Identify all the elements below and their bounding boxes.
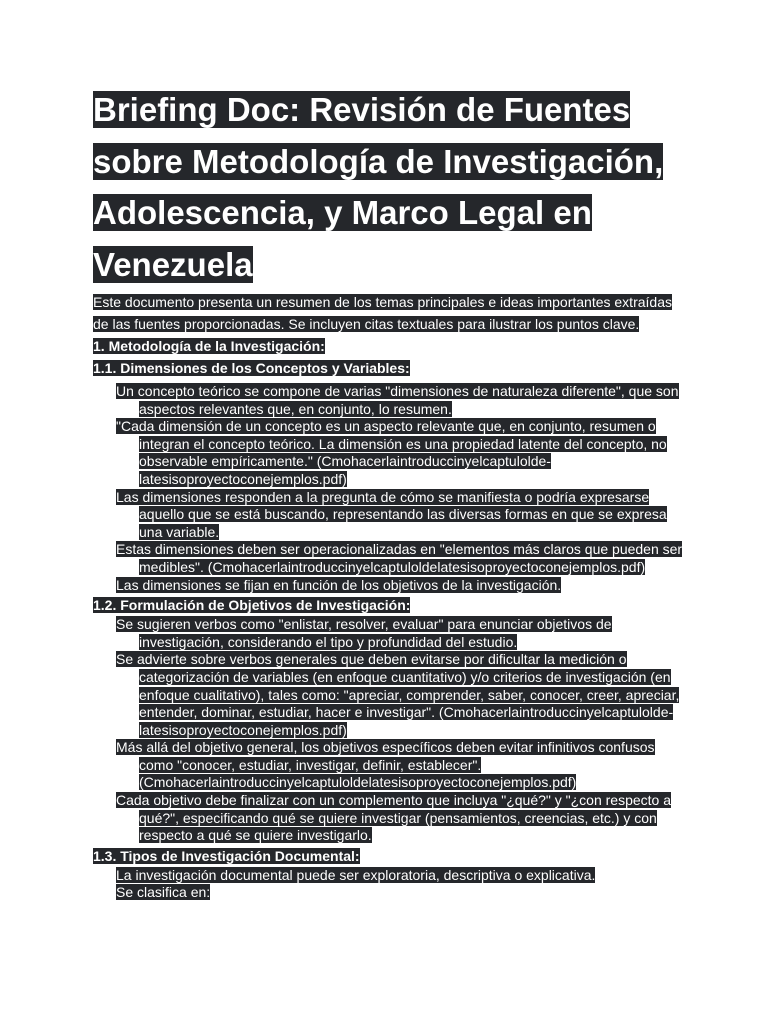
section-1-2-heading	[93, 594, 683, 616]
list-item	[93, 651, 683, 739]
document-title-text: Briefing Doc: Revisión de Fuentes sobre Metodología de Investigación, Adolescencia, y Marco Legal en Venezuela	[93, 91, 664, 283]
section-1-2-heading-text: 1.2. Formulación de Objetivos de Investigación:	[93, 597, 411, 614]
list-item-text: "Cada dimensión de un concepto es un aspecto relevante que, en conjunto, resumen o integran el concepto teórico. La dimensión es una propiedad latente del concepto, no observable empíricamente." (Cmohacerlaintroduccinyelcaptuloldelatesisoproyectoconejemplos.pdf)	[116, 418, 667, 487]
section-1-1-list	[93, 383, 683, 594]
list-item	[93, 383, 683, 418]
intro-text: Este documento presenta un resumen de los temas principales e ideas importantes extraídas de las fuentes proporcionadas. Se incluyen citas textuales para ilustrar los puntos clave.	[93, 294, 672, 332]
list-item	[93, 867, 683, 885]
list-item-text: Se advierte sobre verbos generales que deben evitarse por dificultar la medición o categorización de variables (en enfoque cuantitativo) y/o criterios de investigación (en enfoque cualitativo), tales como: "apreciar, comprender, saber, conocer, creer, apreciar, entender, dominar, estudiar, hacer e investigar". (Cmohacerlaintroduccinyelcaptuloldelatesisoproyectoconejemplos.pdf)	[116, 651, 680, 738]
section-1-1-heading	[93, 357, 683, 379]
section-1-3-heading	[93, 845, 683, 867]
list-item	[93, 884, 683, 902]
list-item	[93, 541, 683, 576]
list-item	[93, 739, 683, 792]
document-page	[93, 84, 683, 902]
list-item-text: La investigación documental puede ser exploratoria, descriptiva o explicativa.	[116, 866, 596, 883]
list-item	[93, 792, 683, 845]
list-item	[93, 489, 683, 542]
list-item-text: Se clasifica en:	[116, 884, 211, 901]
section-1-3-heading-text: 1.3. Tipos de Investigación Documental:	[93, 847, 360, 864]
list-item-text: Cada objetivo debe finalizar con un complemento que incluya "¿qué?" y "¿con respecto a qué?", especificando qué se quiere investigar (pensamientos, creencias, etc.) y con respecto a qué se quiere investigarlo.	[116, 792, 672, 844]
section-1-1-heading-text: 1.1. Dimensiones de los Conceptos y Variables:	[93, 360, 410, 376]
section-1-3-list	[93, 867, 683, 902]
list-item	[93, 616, 683, 651]
intro-paragraph	[93, 292, 683, 335]
list-item-text: Las dimensiones se fijan en función de los objetivos de la investigación.	[116, 576, 562, 593]
list-item-text: Las dimensiones responden a la pregunta de cómo se manifiesta o podría expresarse aquello que se está buscando, representando las diversas formas en que se expresa una variable.	[116, 488, 667, 540]
list-item	[93, 418, 683, 488]
section-1-heading-text: 1. Metodología de la Investigación:	[93, 338, 325, 354]
document-title	[93, 84, 683, 290]
list-item-text: Estas dimensiones deben ser operacionalizadas en "elementos más claros que pueden ser medibles". (Cmohacerlaintroduccinyelcaptuloldelatesisoproyectoconejemplos.pdf)	[116, 541, 683, 575]
list-item-text: Más allá del objetivo general, los objetivos específicos deben evitar infinitivos confusos como "conocer, estudiar, investigar, definir, establecer". (Cmohacerlaintroduccinyelcaptuloldelatesisoproyectoconejemplos.pdf)	[116, 739, 655, 791]
section-1-2-list	[93, 616, 683, 845]
list-item	[93, 577, 683, 595]
list-item-text: Se sugieren verbos como "enlistar, resolver, evaluar" para enunciar objetivos de investigación, considerando el tipo y profundidad del estudio.	[116, 616, 612, 650]
section-1-heading	[93, 335, 683, 357]
list-item-text: Un concepto teórico se compone de varias "dimensiones de naturaleza diferente", que son aspectos relevantes que, en conjunto, lo resumen.	[116, 383, 679, 417]
